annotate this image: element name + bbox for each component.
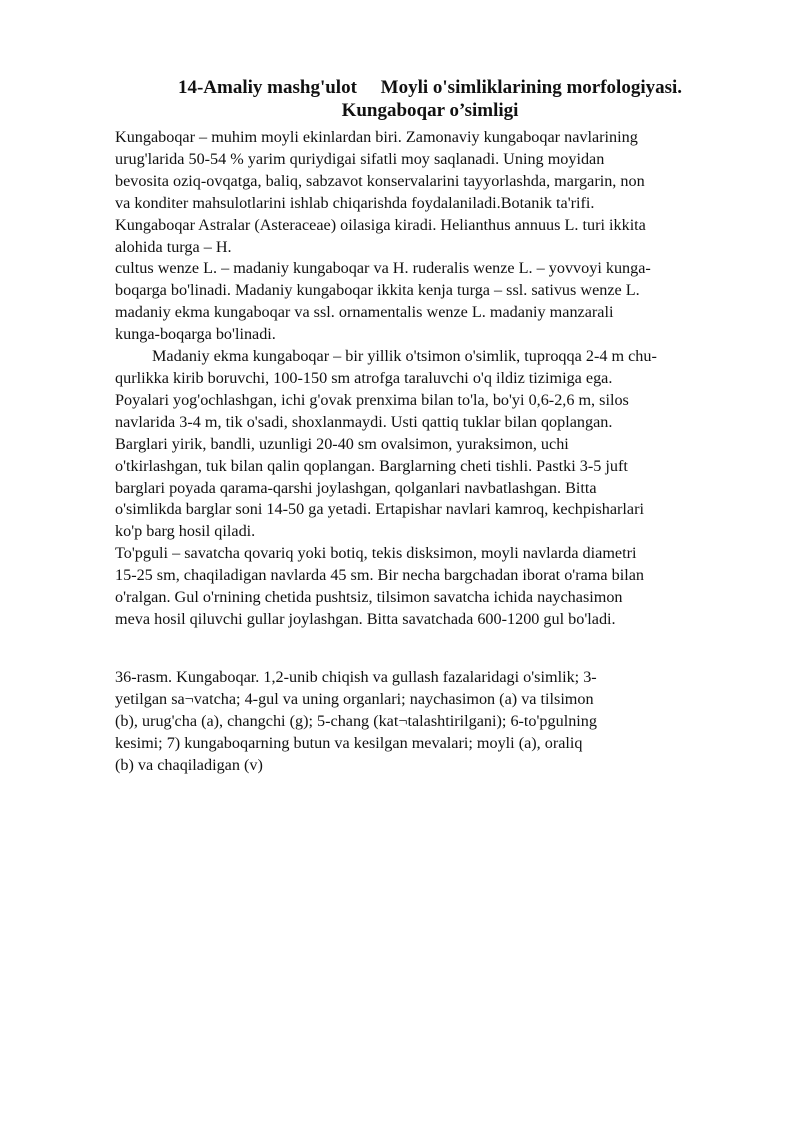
figure-caption xyxy=(115,667,747,777)
text-line: va konditer mahsulotlarini ishlab chiqarishda foydalaniladi.Botanik ta'rifi. xyxy=(115,193,595,212)
caption-line: (b) va chaqiladigan (v) xyxy=(115,755,263,774)
body-text xyxy=(115,127,747,631)
text-line: o'tkirlashgan, tuk bilan qalin qoplangan. Barglarning cheti tishli. Pastki 3-5 juft xyxy=(115,456,628,475)
text-line: qurlikka kirib boruvchi, 100-150 sm atrofga taraluvchi o'q ildiz tizimiga ega. xyxy=(115,368,613,387)
text-line: barglari poyada qarama-qarshi joylashgan, qolganlari navbatlashgan. Bitta xyxy=(115,478,597,497)
caption-line: kesimi; 7) kungaboqarning butun va kesilgan mevalari; moyli (a), oraliq xyxy=(115,733,583,752)
text-line: meva hosil qiluvchi gullar joylashgan. Bitta savatchada 600-1200 gul bo'ladi. xyxy=(115,609,616,628)
page-title xyxy=(115,76,745,122)
text-line: To'pguli – savatcha qovariq yoki botiq, tekis disksimon, moyli navlarda diametri xyxy=(115,544,637,563)
text-line: navlarida 3-4 m, tik o'sadi, shoxlanmaydi. Usti qattiq tuklar bilan qoplangan. xyxy=(115,412,613,431)
text-line: cultus wenze L. – madaniy kungaboqar va H. ruderalis wenze L. – yovvoyi kunga- xyxy=(115,259,651,278)
text-line: alohida turga – H. xyxy=(115,237,232,256)
title-part-1: 14-Amaliy mashg'ulot xyxy=(177,77,357,98)
text-line: Barglari yirik, bandli, uzunligi 20-40 sm ovalsimon, yuraksimon, uchi xyxy=(115,434,569,453)
text-line: 15-25 sm, chaqiladigan navlarda 45 sm. Bir necha bargchadan iborat o'rama bilan xyxy=(115,566,644,585)
text-line: ko'p barg hosil qiladi. xyxy=(115,522,256,541)
text-line: urug'larida 50-54 % yarim quriydigai sifatli moy saqlanadi. Uning moyidan xyxy=(115,149,605,168)
text-line: Madaniy ekma kungaboqar – bir yillik o'tsimon o'simlik, tuproqqa 2-4 m chu- xyxy=(152,347,657,366)
text-line: o'ralgan. Gul o'rnining chetida pushtsiz, tilsimon savatcha ichida naychasimon xyxy=(115,588,623,607)
caption-line: 36-rasm. Kungaboqar. 1,2-unib chiqish va gullash fazalaridagi o'simlik; 3- xyxy=(115,668,597,686)
text-line: o'simlikda barglar soni 14-50 ga yetadi. Ertapishar navlari kamroq, kechpisharlari xyxy=(115,500,645,519)
caption-line: yetilgan sa¬vatcha; 4-gul va uning organlari; naychasimon (a) va tilsimon xyxy=(115,689,594,708)
title-line-2: Kungaboqar o’simligi xyxy=(341,100,519,121)
text-line: Kungaboqar – muhim moyli ekinlardan biri. Zamonaviy kungaboqar navlarining xyxy=(115,128,638,146)
text-line: madaniy ekma kungaboqar va ssl. ornamentalis wenze L. madaniy manzarali xyxy=(115,303,614,322)
text-line: bevosita oziq-ovqatga, baliq, sabzavot konservalarini tayyorlashda, margarin, non xyxy=(115,171,645,190)
text-line: Kungaboqar Astralar (Asteraceae) oilasiga kiradi. Helianthus annuus L. turi ikkita xyxy=(115,215,646,234)
title-part-2: Moyli o'simliklarining morfologiyasi. xyxy=(380,77,683,98)
text-line: Poyalari yog'ochlashgan, ichi g'ovak prenxima bilan to'la, bo'yi 0,6-2,6 m, silos xyxy=(115,390,629,409)
caption-line: (b), urug'cha (a), changchi (g); 5-chang (kat¬talashtirilgani); 6-to'pgulning xyxy=(115,711,597,730)
text-line: kunga-boqarga bo'linadi. xyxy=(115,325,276,344)
text-line: boqarga bo'linadi. Madaniy kungaboqar ikkita kenja turga – ssl. sativus wenze L. xyxy=(115,281,640,300)
